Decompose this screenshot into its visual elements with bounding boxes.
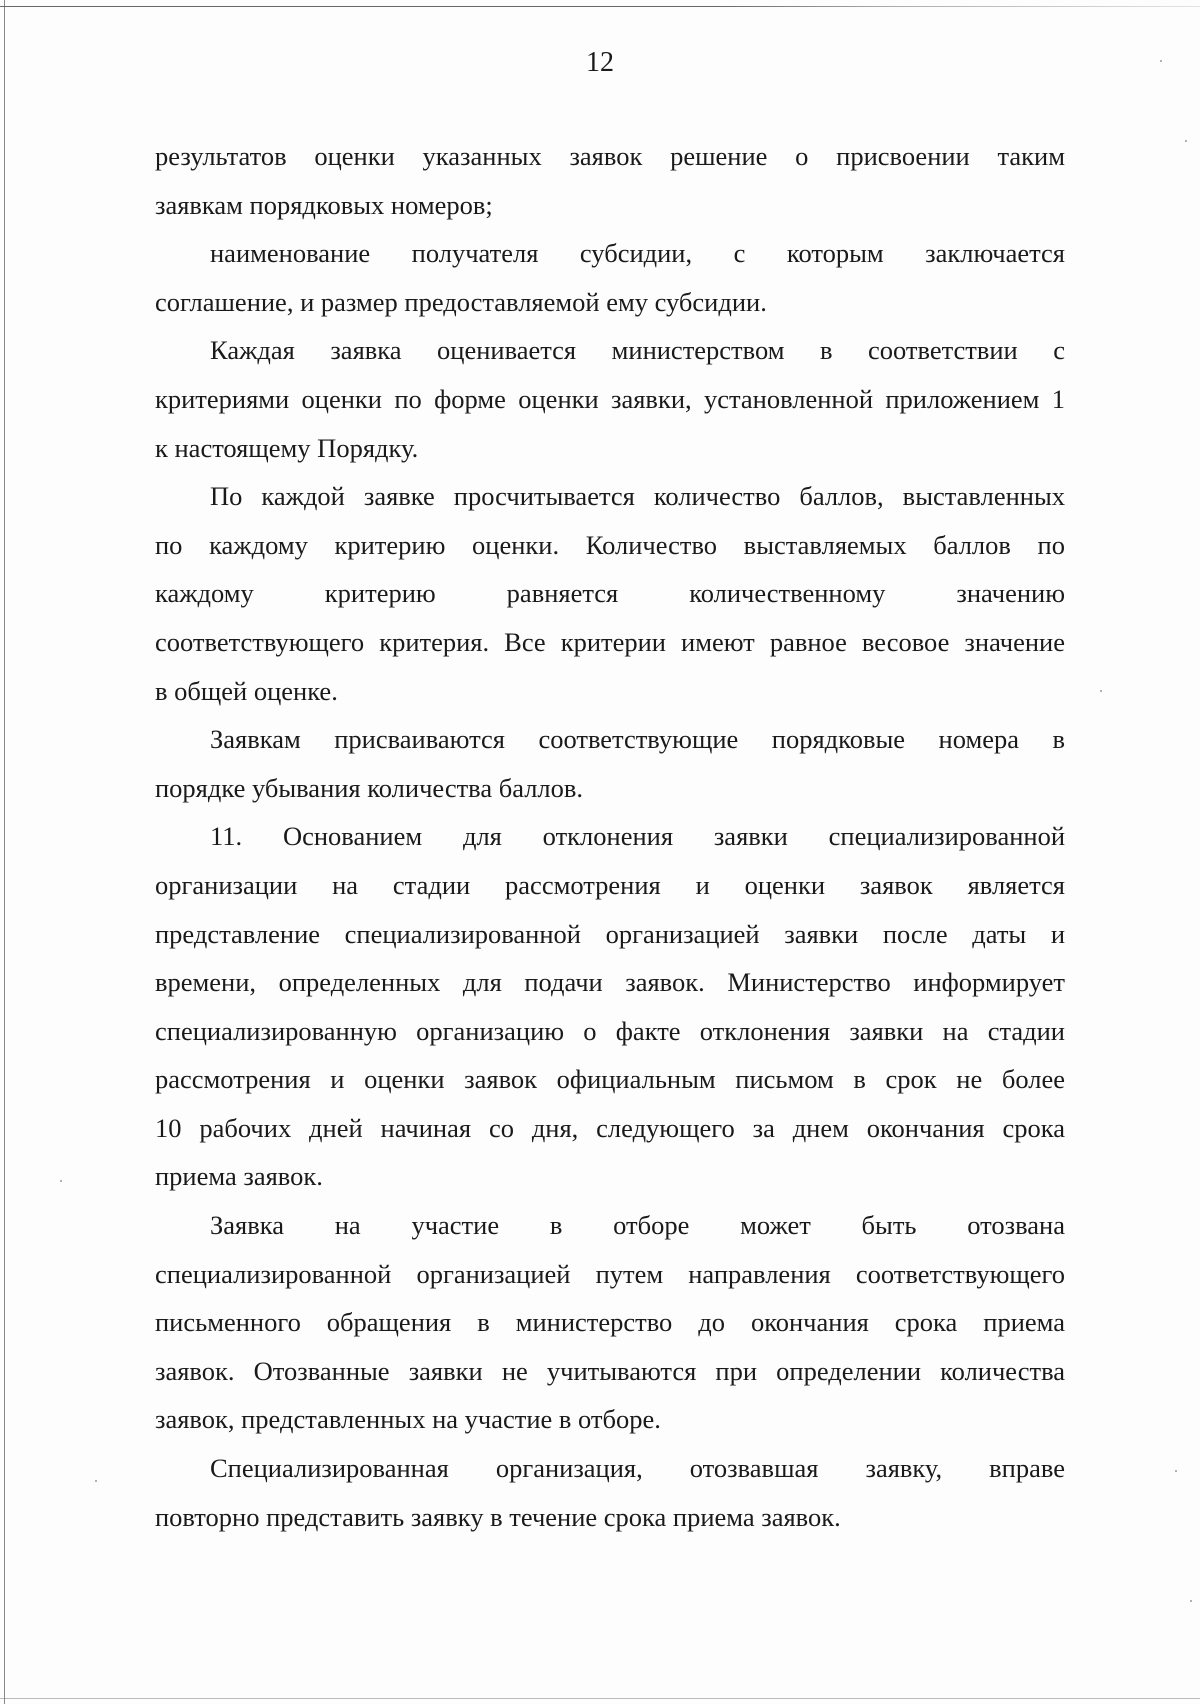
- scan-top-edge: [0, 6, 1200, 7]
- scan-speck: [95, 1480, 97, 1482]
- text-line: наименование получателя субсидии, с которым заключается: [210, 238, 1065, 269]
- text-line: представление специализированной организацией заявки после даты и: [155, 918, 1065, 949]
- text-line: Заявкам присваиваются соответствующие порядковые номера в: [210, 724, 1065, 755]
- text-line: 10 рабочих дней начиная со дня, следующего за днем окончания срока: [155, 1112, 1065, 1143]
- document-body: [155, 132, 1065, 1541]
- text-line: в общей оценке.: [155, 675, 338, 706]
- text-line: порядке убывания количества баллов.: [155, 772, 584, 803]
- text-line: по каждому критерию оценки. Количество выставляемых баллов по: [155, 529, 1065, 560]
- scan-speck: [1175, 1470, 1177, 1472]
- scan-speck: [1185, 140, 1187, 142]
- text-line: рассмотрения и оценки заявок официальным письмом в срок не более: [155, 1064, 1065, 1095]
- text-line: приема заявок.: [155, 1161, 323, 1192]
- paragraph: [155, 1444, 1065, 1541]
- page-number: 12: [586, 47, 614, 78]
- text-line: времени, определенных для подачи заявок. Министерство информирует: [155, 967, 1065, 998]
- paragraph: [155, 715, 1065, 812]
- paragraph: [155, 812, 1065, 1201]
- text-line: Специализированная организация, отозвавшая заявку, вправе: [210, 1453, 1065, 1484]
- scan-speck: [1160, 60, 1162, 62]
- text-line: к настоящему Порядку.: [155, 432, 419, 463]
- text-line: соответствующего критерия. Все критерии имеют равное весовое значение: [155, 626, 1065, 657]
- scan-bottom-edge: [0, 1698, 1200, 1699]
- text-line: соглашение, и размер предоставляемой ему субсидии.: [155, 286, 767, 317]
- text-line: заявкам порядковых номеров;: [155, 189, 493, 220]
- scan-speck: [60, 1180, 62, 1182]
- text-line: 11. Основанием для отклонения заявки специализированной: [210, 821, 1065, 852]
- scan-left-edge: [4, 0, 5, 1704]
- text-line: каждому критерию равняется количественному значению: [155, 578, 1065, 609]
- text-line: Заявка на участие в отборе может быть отозвана: [210, 1210, 1065, 1241]
- text-line: письменного обращения в министерство до окончания срока приема: [155, 1307, 1065, 1338]
- paragraph: [155, 1201, 1065, 1444]
- text-line: По каждой заявке просчитывается количество баллов, выставленных: [210, 481, 1065, 512]
- text-line: критериями оценки по форме оценки заявки, установленной приложением 1: [155, 383, 1065, 414]
- text-line: специализированную организацию о факте отклонения заявки на стадии: [155, 1015, 1065, 1046]
- paragraph: [155, 132, 1065, 229]
- text-line: специализированной организацией путем направления соответствующего: [155, 1258, 1065, 1289]
- text-line: Каждая заявка оценивается министерством в соответствии с: [210, 335, 1065, 366]
- text-line: повторно представить заявку в течение срока приема заявок.: [155, 1501, 841, 1532]
- text-line: заявок, представленных на участие в отборе.: [155, 1404, 661, 1435]
- text-line: организации на стадии рассмотрения и оценки заявок является: [155, 869, 1065, 900]
- scan-speck: [1100, 690, 1102, 692]
- text-line: результатов оценки указанных заявок решение о присвоении таким: [155, 141, 1065, 171]
- scan-speck: [1190, 1600, 1192, 1602]
- paragraph: [155, 326, 1065, 472]
- paragraph: [155, 229, 1065, 326]
- paragraph: [155, 472, 1065, 715]
- text-line: заявок. Отозванные заявки не учитываются при определении количества: [155, 1355, 1065, 1386]
